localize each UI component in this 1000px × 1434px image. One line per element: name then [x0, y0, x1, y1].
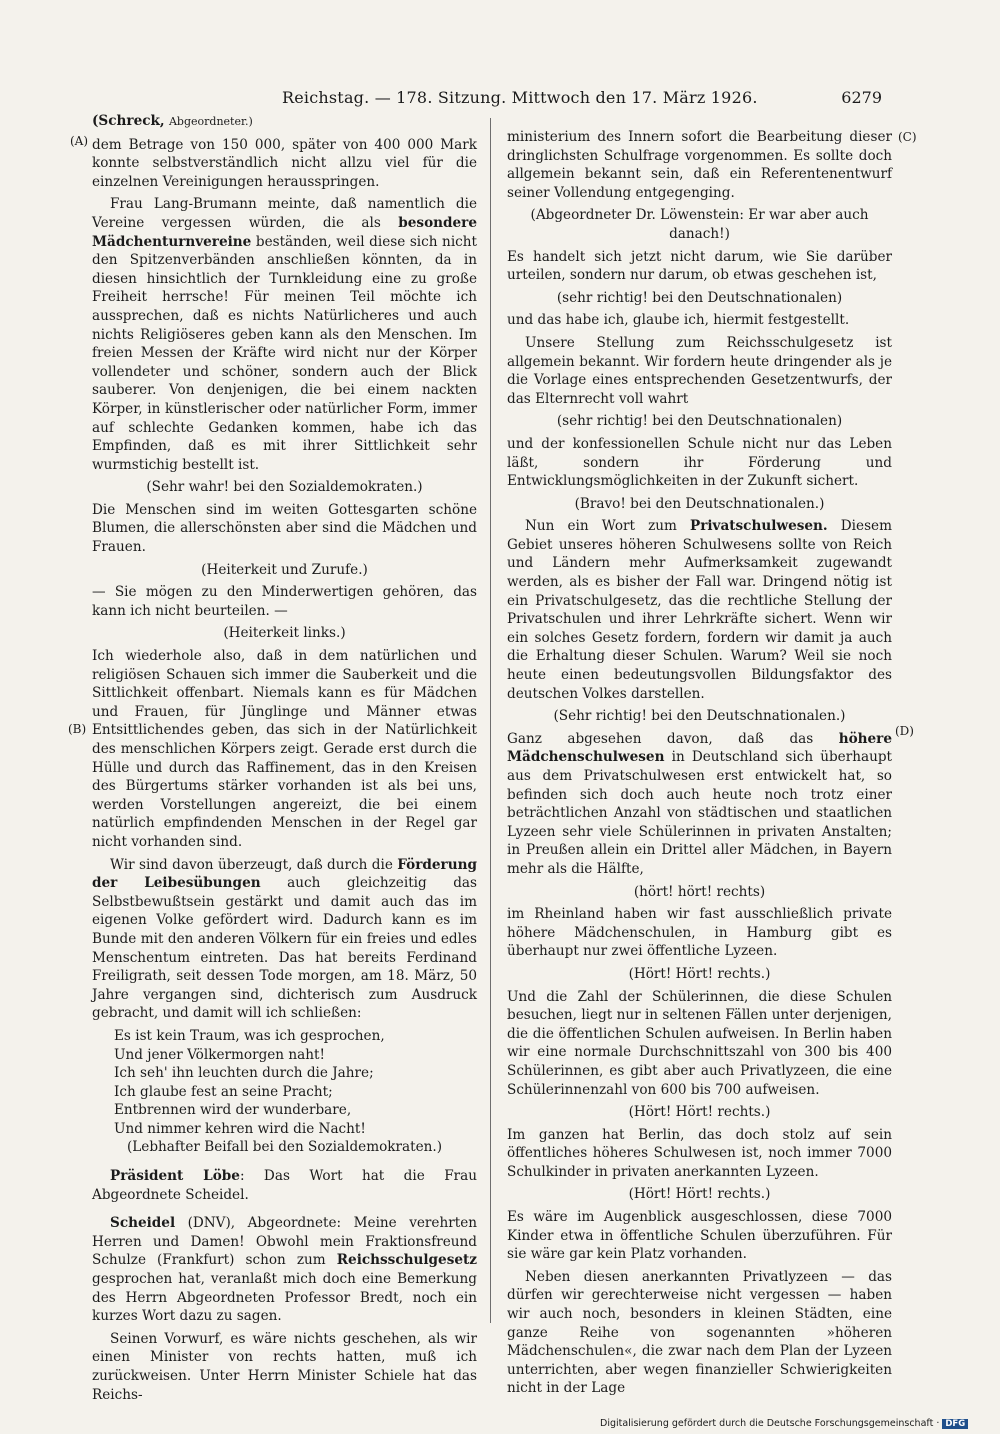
left-column: [92, 112, 477, 1403]
interjection: (hört! hört! rechts): [633, 883, 766, 900]
speech-start: Scheidel (DNV), Abgeordnete: Meine verehrten Herren und Damen! Obwohl mein Fraktionsfreund Schulze (Frankfurt) schon zum Reichsschulgesetz gesprochen hat, veranlaßt mich doch eine Bemerkung des Herrn Abgeordneten Professor Bredt, noch ein kurzes Wort dazu zu sagen.: [92, 1215, 477, 1325]
paragraph: — Sie mögen zu den Minderwertigen gehören, das kann ich nicht beurteilen. —: [92, 584, 477, 619]
emphasis: Förderung der Leibesübungen: [92, 856, 477, 892]
speaker-name: (Schreck,: [92, 113, 165, 129]
verse-line: Entbrennen wird der wunderbare,: [114, 1102, 352, 1119]
page-header: [0, 88, 1000, 114]
verse-line: Es ist kein Traum, was ich gesprochen,: [114, 1027, 385, 1044]
dfg-logo: DFG: [942, 1419, 968, 1429]
margin-mark-c: (C): [898, 130, 917, 144]
footer-credit: [600, 1418, 968, 1429]
paragraph: Frau Lang-Brumann meinte, daß namentlich die Vereine vergessen würden, die als besondere Mädchenturnvereine beständen, weil diese sich nicht den Spitzenverbänden anschließen könnten, da in diesen hinsichtlich der Turnkleidung eine zu große Freiheit herrsche! Für meinen Teil möchte ich aussprechen, daß es nichts Natürlicheres und auch nichts Religiöseres geben kann als den Menschen. Im freien Messen der Kräfte wird nicht nur der Körper vollendeter und schöner, sondern auch der Blick sauberer. Von denjenigen, die bei einem nackten Körper, in künstlerischer oder natürlicher Form, immer auf schlechte Gedanken kommen, habe ich das Empfinden, daß es mit ihrer Sittlichkeit sehr wurmstichig bestellt ist.: [92, 196, 477, 473]
paragraph: Es handelt sich jetzt nicht darum, wie Sie darüber urteilen, sondern nur darum, ob etwas geschehen ist,: [507, 248, 892, 284]
interjection: (Lebhafter Beifall bei den Sozialdemokraten.): [126, 1139, 443, 1156]
emphasis: besondere Mädchenturnvereine: [92, 214, 477, 250]
verse-line: Und nimmer kehren wird die Nacht!: [114, 1120, 366, 1137]
interjection: (Heiterkeit und Zurufe.): [201, 561, 368, 578]
paragraph: Ganz abgesehen davon, daß das höhere Mädchenschulwesen in Deutschland sich überhaupt aus dem Privatschulwesen erst entwickelt hat, so befinden sich doch auch heute noch trotz einer beträchtlichen Anzahl von städtischen und staatlichen Lyzeen sehr viele Schülerinnen in privaten Anstalten; in Preußen allein ein Drittel aller Mädchen, in Bayern mehr als die Hälfte,: [507, 730, 892, 877]
column-divider: [490, 118, 491, 1323]
paragraph: Unsere Stellung zum Reichsschulgesetz ist allgemein bekannt. Wir fordern heute dringender als je die Vorlage eines entsprechenden Gesetzentwurfs, der das Elternrecht voll wahrt: [507, 334, 892, 407]
president-statement: Präsident Löbe: Das Wort hat die Frau Abgeordnete Scheidel.: [92, 1168, 477, 1203]
paragraph: dem Betrage von 150 000, später von 400 000 Mark konnte selbstverständlich nicht allzu viel für die einzelnen Vereinigungen herausspringen.: [92, 136, 477, 190]
president-name: Präsident Löbe: [110, 1168, 240, 1185]
speaker-role: Abgeordneter.): [168, 115, 253, 128]
interjection: (Hört! Hört! rechts.): [628, 1186, 771, 1203]
verse-line: Ich seh' ihn leuchten durch die Jahre;: [114, 1065, 374, 1082]
paragraph: Nun ein Wort zum Privatschulwesen. Diesem Gebiet unseres höheren Schulwesens sollte von Reich und Ländern mehr Aufmerksamkeit zugewandt werden, als es bisher der Fall war. Dringend nötig ist ein Privatschulgesetz, das die rechtliche Stellung der Privatschulen und ihrer Lehrkräfte sichert. Wenn wir ein solches Gesetz fordern, fordern wir damit ja auch die Erhaltung dieser Schulen. Warum? Weil sie noch heute einen bedeutungsvollen Bildungsfaktor des deutschen Volkes darstellen.: [507, 518, 892, 702]
paragraph: ministerium des Innern sofort die Bearbeitung dieser dringlichsten Schulfrage vorgenommen. Es sollte doch allgemein bekannt sein, daß ein Referentenentwurf seiner Vollendung entgegenging.: [507, 129, 892, 201]
paragraph: und das habe ich, glaube ich, hiermit festgestellt.: [507, 312, 850, 329]
verse-line: Ich glaube fest an seine Pracht;: [114, 1083, 333, 1100]
margin-mark-d: (D): [895, 724, 914, 738]
page-number: 6279: [841, 88, 882, 107]
paragraph: Es wäre im Augenblick ausgeschlossen, diese 7000 Kinder etwa in öffentliche Schulen überzuführen. Für sie wäre gar kein Platz vorhanden.: [507, 1209, 892, 1263]
emphasis: Reichsschulgesetz: [336, 1252, 477, 1269]
footer-text: Digitalisierung gefördert durch die Deutsche Forschungsgemeinschaft ·: [600, 1418, 940, 1429]
paragraph: Wir sind davon überzeugt, daß durch die Förderung der Leibesübungen auch gleichzeitig das Selbstbewußtsein gestärkt und damit auch das im eigenen Volke gefördert wird. Dadurch kann es im Bunde mit den anderen Völkern für ein freies und edles Menschentum eintreten. Das hat bereits Ferdinand Freiligrath, seit dessen Tode morgen, am 18. März, 50 Jahre vergangen sind, dichterisch zum Ausdruck gebracht, und damit will ich schließen:: [92, 856, 477, 1022]
interjection: (Hört! Hört! rechts.): [628, 965, 771, 982]
speaker-name: Scheidel: [110, 1215, 176, 1232]
right-column: [507, 128, 892, 1397]
speaker-continuation: [92, 112, 477, 132]
margin-mark-b: (B): [68, 722, 87, 736]
verse-line: Und jener Völkermorgen naht!: [114, 1046, 325, 1063]
interjection: (Heiterkeit links.): [223, 625, 346, 642]
paragraph: Die Menschen sind im weiten Gottesgarten schöne Blumen, die allerschönsten aber sind die Mädchen und Frauen.: [92, 501, 477, 556]
margin-mark-a: (A): [70, 134, 89, 148]
paragraph: Im ganzen hat Berlin, das doch stolz auf sein öffentliches höheres Schulwesen ist, noch immer 7000 Schulkinder in privaten anerkannten Lyzeen.: [507, 1126, 892, 1180]
interjection: (Sehr wahr! bei den Sozialdemokraten.): [146, 479, 423, 496]
interjection: (Bravo! bei den Deutschnationalen.): [574, 495, 825, 512]
interjection: (sehr richtig! bei den Deutschnationalen): [556, 289, 843, 306]
interjection: (Abgeordneter Dr. Löwenstein: Er war aber auch danach!): [530, 207, 869, 242]
paragraph: und der konfessionellen Schule nicht nur das Leben läßt, sondern ihr Förderung und Entwicklungsmöglichkeiten in der Zukunft sichert.: [507, 435, 892, 490]
header-title: Reichstag. — 178. Sitzung. Mittwoch den 17. März 1926.: [282, 88, 758, 107]
paragraph: Seinen Vorwurf, es wäre nichts geschehen, als wir einen Minister von rechts hatten, muß ich zurückweisen. Unter Herrn Minister Schiele hat das Reichs-: [92, 1330, 477, 1403]
interjection: (Sehr richtig! bei den Deutschnationalen.): [553, 708, 846, 725]
paragraph: im Rheinland haben wir fast ausschließlich private höhere Mädchenschulen, in Hamburg gibt es überhaupt nur zwei öffentliche Lyzeen.: [507, 906, 892, 960]
emphasis: höhere Mädchenschulwesen: [507, 730, 892, 766]
paragraph: Ich wiederhole also, daß in dem natürlichen und religiösen Schauen sich immer die Sauberkeit und die Sittlichkeit offenbart. Niemals kann es für Mädchen und Frauen, für Jünglinge und Männer etwas Entsittlichendes geben, das sich in der Natürlichkeit des menschlichen Körpers zeigt. Gerade erst durch die Hülle und durch das Raffinement, das in den Kreisen des Bürgertums stärker vorhanden ist als bei uns, werden Vorstellungen angereizt, die bei einem natürlich empfindenden Menschen in der Regel gar nicht vorhanden sind.: [92, 648, 477, 850]
interjection: (Hört! Hört! rechts.): [628, 1104, 771, 1121]
interjection: (sehr richtig! bei den Deutschnationalen): [556, 413, 843, 430]
emphasis: Privatschulwesen.: [690, 518, 828, 535]
paragraph: Und die Zahl der Schülerinnen, die diese Schulen besuchen, liegt nur in seltenen Fällen unter derjenigen, die die öffentlichen Schulen aufweisen. In Berlin haben wir eine normale Durchschnittszahl von 300 bis 400 Schülerinnen, es gibt aber auch Privatlyzeen, die eine Schülerinnenzahl von 600 bis 700 aufweisen.: [507, 988, 892, 1098]
paragraph: Neben diesen anerkannten Privatlyzeen — das dürfen wir gerechterweise nicht vergessen — haben wir auch noch, besonders in kleinen Städten, eine ganze Reihe von sogenannten »höheren Mädchenschulen«, die zwar nach dem Plan der Lyzeen unterrichten, aber wegen finanzieller Schwierigkeiten nicht in der Lage: [507, 1268, 892, 1397]
